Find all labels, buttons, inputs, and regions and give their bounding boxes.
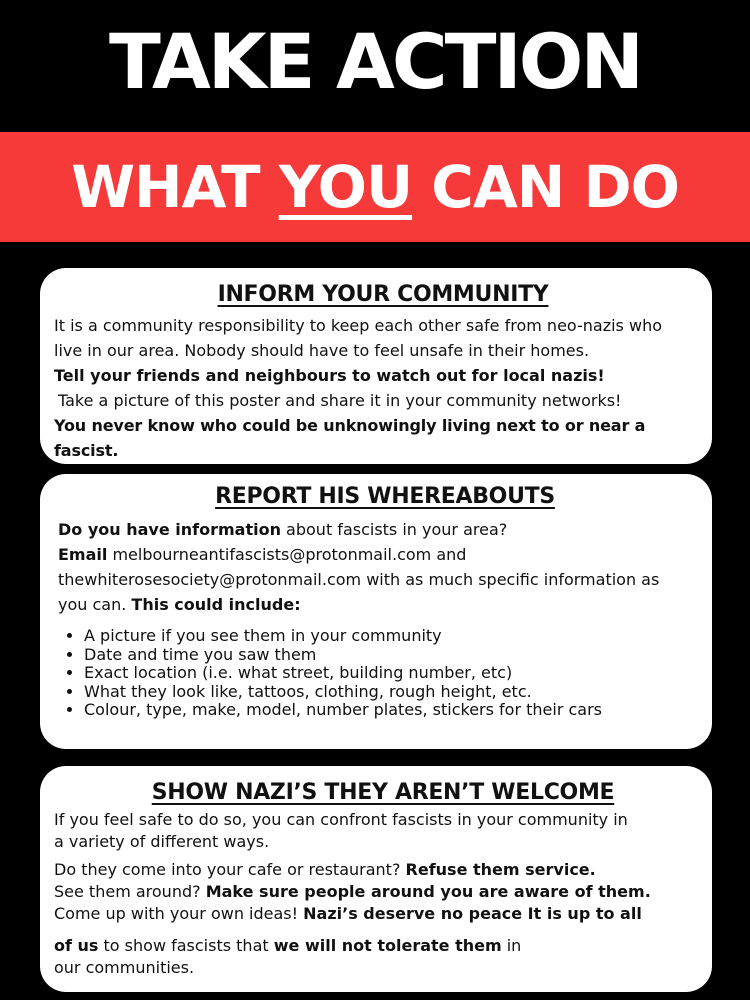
list-item: • Exact location (i.e. what street, building number, etc) <box>84 664 712 683</box>
banner-text-after: CAN DO <box>412 153 679 221</box>
inform-text-share: Take a picture of this poster and share it in your community networks! <box>58 391 622 410</box>
banner-heading <box>0 153 750 221</box>
report-question-bold: Do you have information <box>58 520 281 539</box>
inform-bold-text-2: You never know who could be unknowingly living next to or near a fascist. <box>54 416 646 460</box>
list-item: • Date and time you saw them <box>84 646 712 665</box>
welcome-aware-line <box>54 881 712 903</box>
welcome-aware-bold: Make sure people around you are aware of them. <box>205 882 651 901</box>
welcome-communities-line: our communities. <box>54 958 195 977</box>
welcome-tolerate-mid: to show fascists that <box>98 936 274 955</box>
report-info-list <box>58 627 712 720</box>
welcome-card-title: SHOW NAZI’S THEY AREN’T WELCOME <box>151 780 615 805</box>
welcome-tolerate-bold2: we will not tolerate them <box>273 936 502 955</box>
report-question-rest: about fascists in your area? <box>280 520 508 539</box>
welcome-text-line1: If you feel safe to do so, you can confront fascists in your community in <box>54 810 628 829</box>
welcome-refuse-line <box>54 859 712 881</box>
report-email-line2: thewhiterosesociety@protonmail.com with as much specific information as <box>58 570 660 589</box>
inform-text-bold2 <box>54 413 712 463</box>
report-card-title: REPORT HIS WHEREABOUTS <box>215 484 555 509</box>
list-item: • What they look like, tattoos, clothing, rough height, etc. <box>84 683 712 702</box>
inform-text-bold1 <box>54 363 712 388</box>
welcome-ideas-line <box>54 903 712 925</box>
banner-text-before: WHAT <box>71 153 279 221</box>
report-question <box>58 517 712 542</box>
welcome-refuse-bold: Refuse them service. <box>405 860 596 879</box>
inform-text-line2: live in our area. Nobody should have to feel unsafe in their homes. <box>54 341 590 360</box>
banner-text-emphasis: YOU <box>278 153 413 221</box>
welcome-aware-pre: See them around? <box>54 882 206 901</box>
inform-card-title: INFORM YOUR COMMUNITY <box>217 282 549 307</box>
report-whereabouts-card <box>40 474 712 749</box>
list-item: • A picture if you see them in your community <box>84 627 712 646</box>
page-title: TAKE ACTION <box>109 17 641 106</box>
inform-community-card <box>40 268 712 464</box>
report-could-include-bold: This could include: <box>131 595 301 614</box>
inform-text-line1: It is a community responsibility to keep each other safe from neo-nazis who <box>54 316 662 335</box>
show-not-welcome-card <box>40 766 712 992</box>
inform-bold-text: Tell your friends and neighbours to watch out for local nazis! <box>54 366 605 385</box>
welcome-tolerate-bold1: of us <box>54 936 99 955</box>
welcome-ideas-pre: Come up with your own ideas! <box>54 904 304 923</box>
welcome-tolerate-line <box>54 935 712 957</box>
report-email-line <box>58 542 712 567</box>
list-item: • Colour, type, make, model, number plates, stickers for their cars <box>84 701 712 720</box>
welcome-text-line2: a variety of different ways. <box>54 832 270 851</box>
welcome-ideas-bold: Nazi’s deserve no peace It is up to all <box>303 904 642 923</box>
report-could-include <box>58 592 712 617</box>
report-could-include-pre: you can. <box>58 595 132 614</box>
report-email-bold: Email <box>58 545 108 564</box>
welcome-tolerate-end: in <box>501 936 522 955</box>
welcome-refuse-pre: Do they come into your cafe or restaurant? <box>54 860 406 879</box>
report-email-rest: melbourneantifascists@protonmail.com and <box>107 545 467 564</box>
